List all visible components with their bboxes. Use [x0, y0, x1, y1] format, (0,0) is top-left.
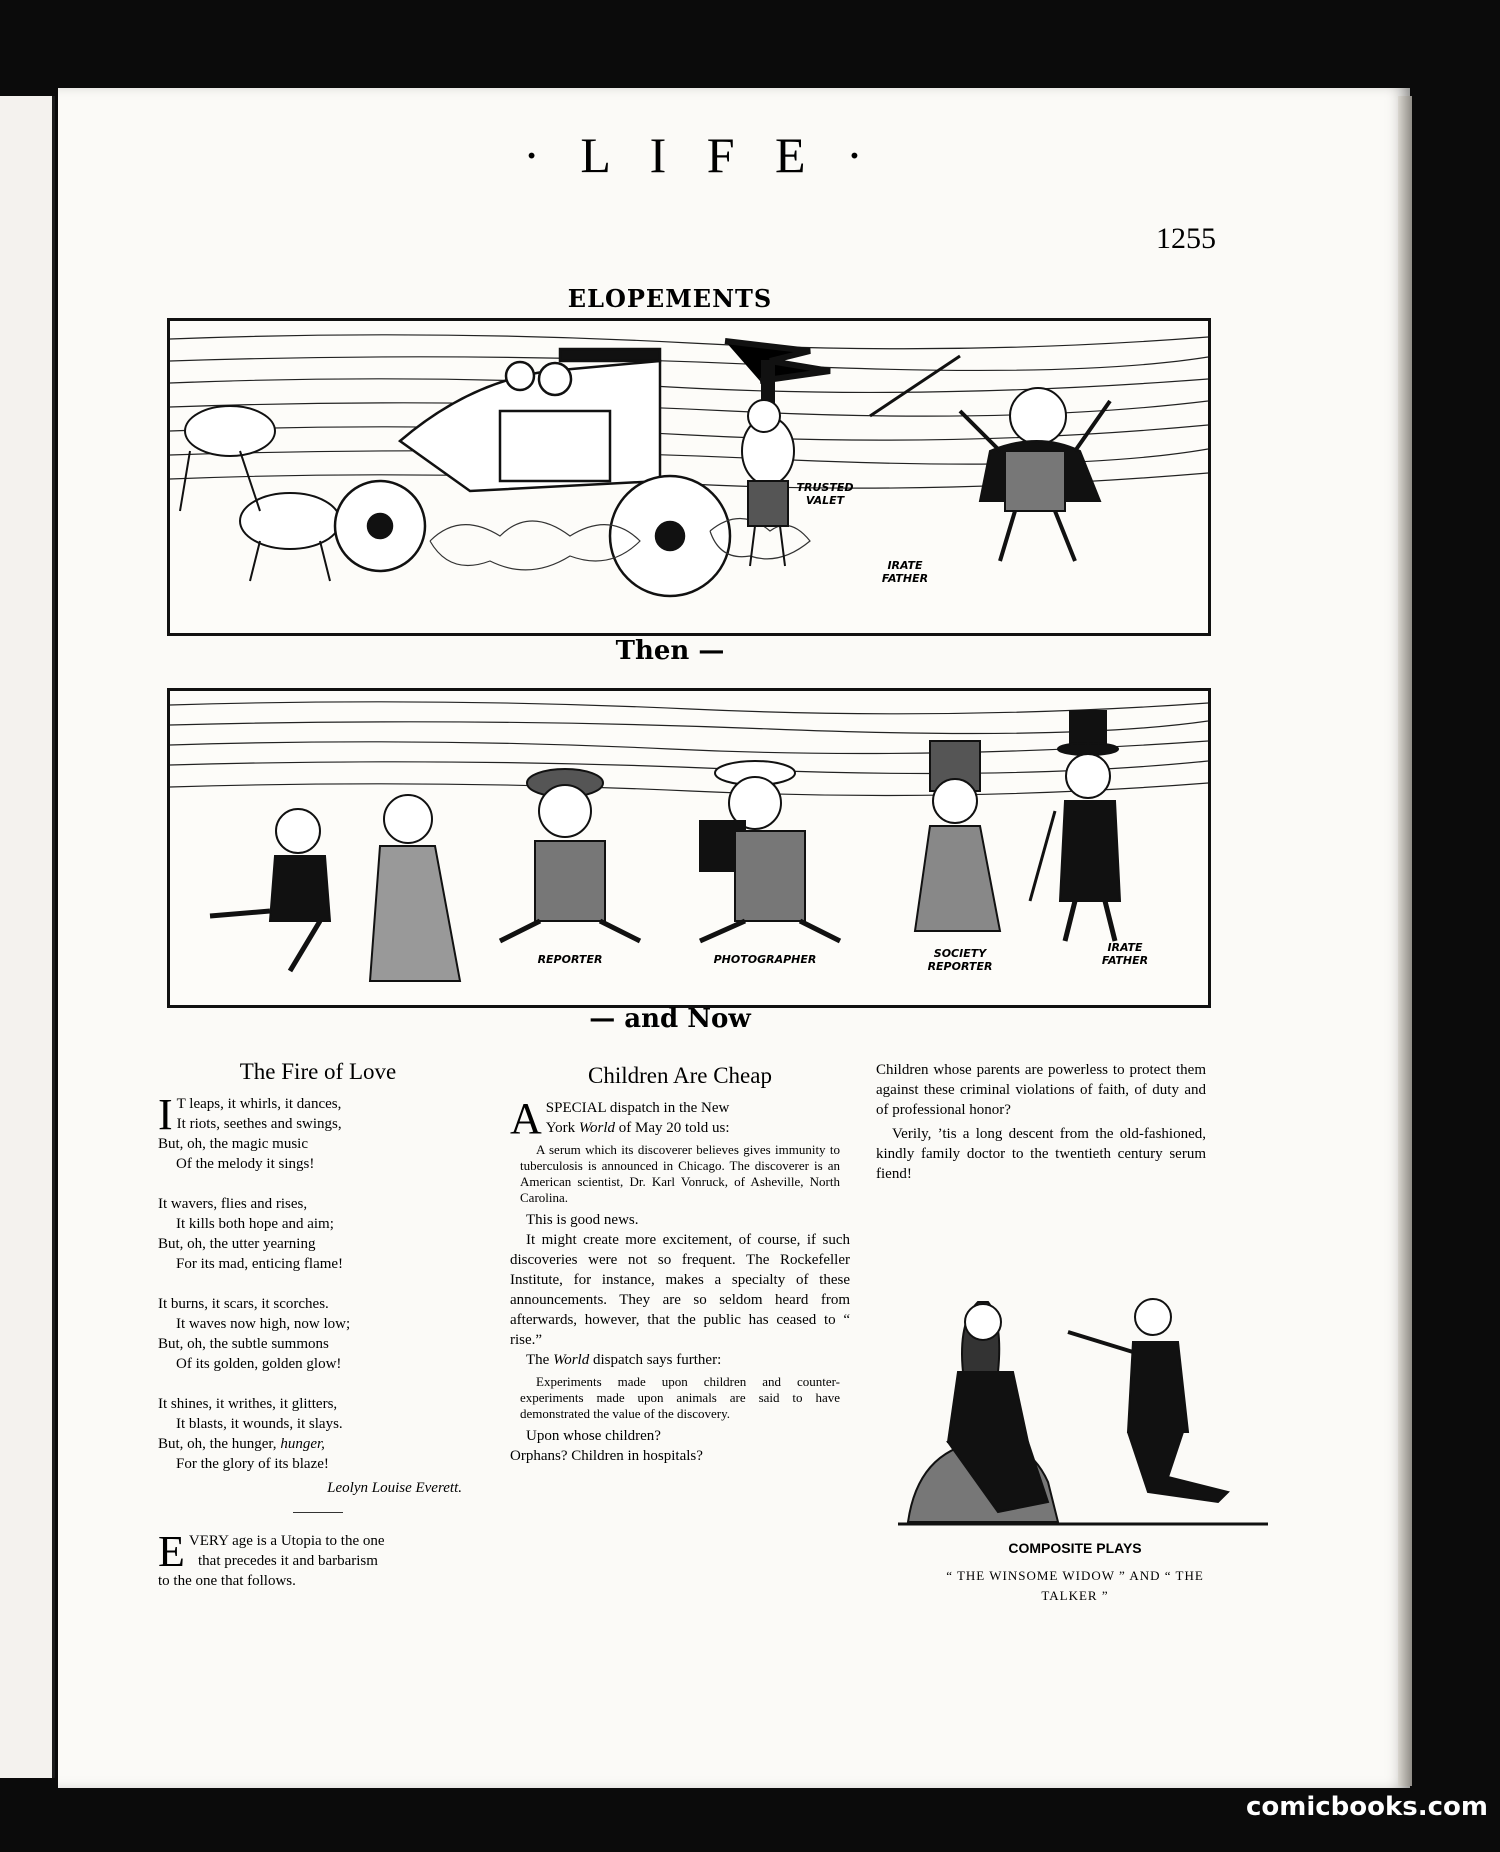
page-number: 1255	[1156, 222, 1216, 255]
masthead-life: · L I F E ·	[523, 127, 877, 183]
paragraph: Orphans? Children in hospitals?	[510, 1448, 703, 1464]
cartoon-panel-now	[167, 688, 1211, 1008]
epigram-line: VERY age is a Utopia to the one	[188, 1533, 385, 1549]
now-illustration	[170, 691, 1208, 1005]
article-title-fire-of-love: The Fire of Love	[239, 1059, 397, 1084]
paragraph: It might create more excitement, of course, if such discoveries were not so frequent. The Rockefeller Institute, for instance, makes a specialty of these announcements. They are so seldom heard from afterwards, however, that the public has ceased to “ rise.”	[510, 1232, 850, 1348]
intro-text: York	[545, 1120, 579, 1136]
page-edge-shadow	[1398, 96, 1412, 1786]
poem-line: Of the melody it sings!	[176, 1156, 315, 1172]
paragraph-text: The	[526, 1352, 554, 1368]
dropcap-e: E	[158, 1527, 185, 1576]
paragraph: Upon whose children?	[526, 1428, 661, 1444]
article-title-children-are-cheap: Children Are Cheap	[588, 1063, 772, 1088]
poem-stanza-1	[158, 1090, 478, 1174]
tree-with-valet	[725, 341, 830, 566]
label-irate-father-then: IRATE FATHER	[881, 559, 929, 585]
poem-line: But, oh, the magic music	[158, 1136, 308, 1152]
poem-author: Leolyn Louise Everett.	[327, 1480, 462, 1496]
intro-text: of May 20 told us:	[614, 1120, 730, 1136]
caption-then: Then —	[615, 636, 725, 666]
label-irate-father-now: IRATE FATHER	[1101, 941, 1149, 967]
poem-line: It blasts, it wounds, it slays.	[176, 1416, 343, 1432]
dropcap-i: I	[158, 1090, 173, 1139]
irate-father-now	[1030, 711, 1120, 941]
poem-line: T leaps, it whirls, it dances,	[176, 1096, 342, 1112]
poem-line: It burns, it scars, it scorches.	[158, 1296, 329, 1312]
poem-emphasis: hunger,	[280, 1436, 325, 1452]
poem-line: For the glory of its blaze!	[176, 1456, 329, 1472]
poem-line: It waves now high, now low;	[176, 1316, 351, 1332]
block-quote: A serum which its discoverer believes gives immunity to tuberculosis is announced in Chicago. The discoverer is an American scientist, Dr. Karl Vonruck, of Asheville, North Carolina.	[520, 1142, 840, 1205]
horses	[180, 406, 340, 581]
poem-line: It riots, seethes and swings,	[176, 1116, 342, 1132]
poem-line: It wavers, flies and rises,	[158, 1196, 308, 1212]
label-trusted-valet: TRUSTED VALET	[796, 481, 854, 507]
eloping-couple	[210, 795, 460, 981]
poem-line: But, oh, the utter yearning	[158, 1236, 316, 1252]
society-reporter-figure	[915, 741, 1000, 931]
epigram-line: to the one that follows.	[158, 1573, 296, 1589]
caption-line: “ THE WINSOME WIDOW ” AND “ THE	[946, 1568, 1204, 1583]
then-illustration	[170, 321, 1208, 633]
epigram-line: that precedes it and barbarism	[198, 1553, 378, 1569]
paragraph: Verily, ’tis a long descent from the old-fashioned, kindly family doctor to the twentieth century serum fiend!	[876, 1126, 1206, 1182]
poem-stanza-2	[158, 1194, 478, 1274]
poem-line: For its mad, enticing flame!	[176, 1256, 344, 1272]
column-right	[876, 1060, 1206, 1184]
label-society-reporter: SOCIETY REPORTER	[927, 947, 993, 973]
paragraph-text: dispatch says further:	[589, 1352, 722, 1368]
watermark-text: comicbooks.com	[1245, 1792, 1488, 1822]
dropcap-a: A	[510, 1094, 542, 1143]
poem-stanza-4	[158, 1394, 478, 1474]
irate-father-then	[870, 356, 1110, 561]
column-middle	[510, 1063, 850, 1466]
poem-stanza-3	[158, 1294, 478, 1374]
paragraph: This is good news.	[526, 1212, 639, 1228]
paragraph-emphasis: World	[553, 1352, 590, 1368]
poem-line: But, oh, the subtle summons	[158, 1336, 329, 1352]
caption-now: — and Now	[589, 1004, 751, 1034]
poem-line: Of its golden, golden glow!	[176, 1356, 342, 1372]
block-quote: Experiments made upon children and counter-experiments made upon animals are said to have demonstrated the value of the discovery.	[520, 1374, 840, 1421]
intro-line: SPECIAL dispatch in the New	[545, 1100, 730, 1116]
composite-plays-illustration	[888, 1262, 1278, 1532]
cartoon-panel-then	[167, 318, 1211, 636]
paragraph	[510, 1350, 850, 1370]
illustration-caption-title: COMPOSITE PLAYS	[1008, 1540, 1142, 1556]
article-intro	[510, 1094, 850, 1143]
facing-page-edge	[0, 96, 55, 1778]
intro-emphasis: World	[578, 1120, 615, 1136]
reporter-figure	[500, 769, 640, 941]
carriage	[335, 349, 730, 596]
section-divider	[293, 1512, 343, 1513]
illustration-caption-subtitle	[880, 1566, 1270, 1606]
photographer-figure	[700, 761, 840, 941]
intro-line	[510, 1118, 850, 1138]
paragraph: Children whose parents are powerless to protect them against these criminal violations of faith, of duty and of professional honor?	[876, 1062, 1206, 1118]
poem-line: It shines, it writhes, it glitters,	[158, 1396, 338, 1412]
poem-line: It kills both hope and aim;	[176, 1216, 334, 1232]
caption-line: TALKER ”	[1041, 1588, 1109, 1603]
poem-line	[158, 1434, 478, 1454]
cartoon-title: ELOPEMENTS	[567, 284, 773, 313]
poem-text: But, oh, the hunger,	[158, 1436, 281, 1452]
utopia-epigram	[158, 1527, 478, 1591]
label-reporter: REPORTER	[537, 953, 603, 966]
label-photographer: PHOTOGRAPHER	[713, 953, 817, 966]
column-left	[158, 1059, 478, 1591]
